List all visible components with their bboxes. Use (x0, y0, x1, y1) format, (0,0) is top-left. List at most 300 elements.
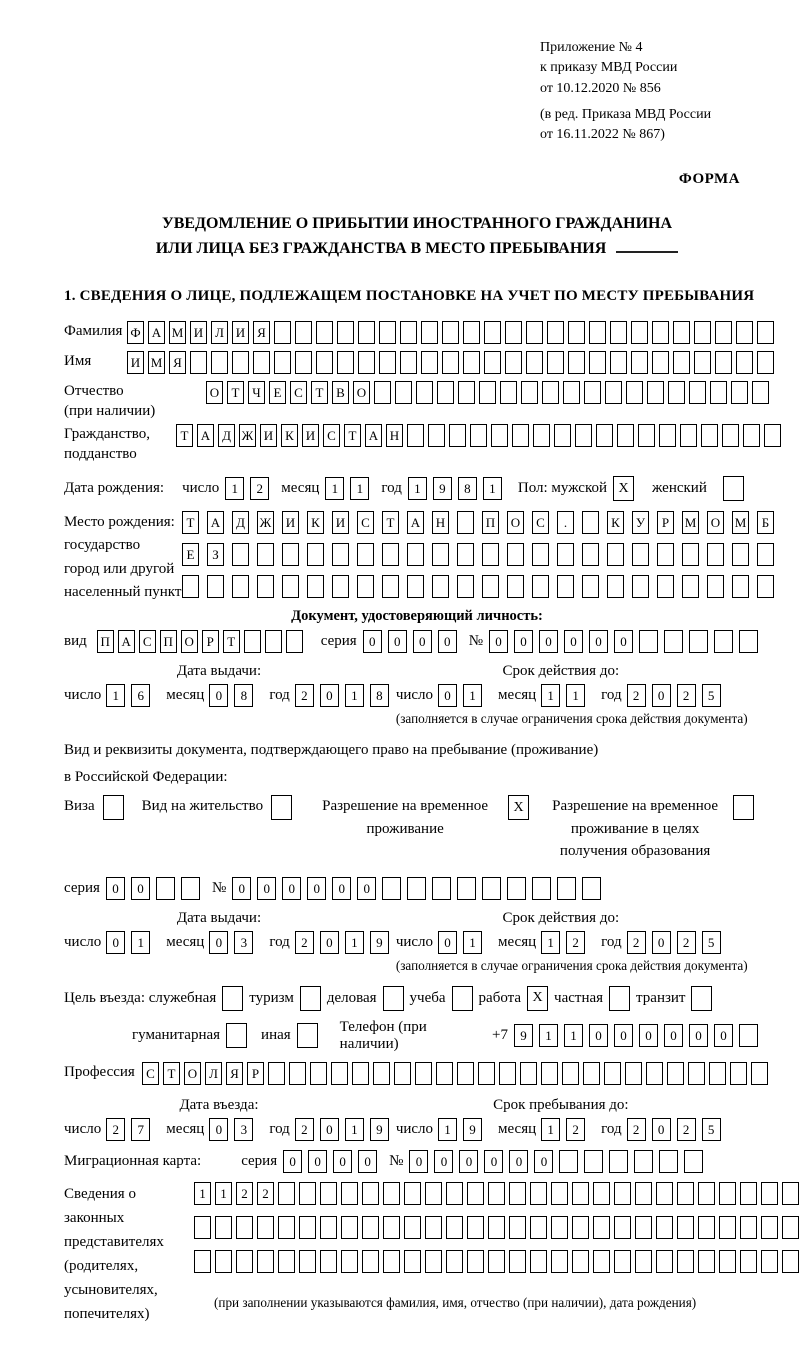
char-cell[interactable] (657, 543, 674, 566)
char-cell[interactable]: 5 (702, 684, 721, 707)
char-cell[interactable]: 1 (483, 477, 502, 500)
char-cell[interactable] (194, 1250, 211, 1273)
char-cell[interactable]: 0 (589, 630, 608, 653)
char-cell[interactable] (563, 381, 580, 404)
char-cell[interactable] (682, 575, 699, 598)
char-cell[interactable]: 0 (514, 630, 533, 653)
char-cell[interactable]: О (507, 511, 524, 534)
char-cell[interactable] (673, 351, 690, 374)
char-cell[interactable]: 0 (652, 684, 671, 707)
char-cell[interactable] (299, 1216, 316, 1239)
char-cell[interactable] (677, 1182, 694, 1205)
char-cell[interactable] (379, 351, 396, 374)
char-cell[interactable]: Ж (257, 511, 274, 534)
char-cell[interactable]: М (169, 321, 186, 344)
char-cell[interactable]: 5 (702, 931, 721, 954)
char-cell[interactable] (722, 424, 739, 447)
char-cell[interactable] (446, 1182, 463, 1205)
char-cell[interactable]: 2 (627, 931, 646, 954)
char-cell[interactable] (582, 575, 599, 598)
char-cell[interactable]: 0 (489, 630, 508, 653)
char-cell[interactable] (680, 424, 697, 447)
char-cell[interactable] (752, 381, 769, 404)
char-cell[interactable] (337, 351, 354, 374)
char-cell[interactable]: 0 (388, 630, 407, 653)
char-cell[interactable]: 1 (350, 477, 369, 500)
char-cell[interactable] (307, 543, 324, 566)
char-cell[interactable] (407, 543, 424, 566)
char-cell[interactable] (383, 1250, 400, 1273)
char-cell[interactable] (236, 1216, 253, 1239)
char-cell[interactable]: 8 (370, 684, 389, 707)
char-cell[interactable] (589, 321, 606, 344)
char-cell[interactable] (635, 1250, 652, 1273)
char-cell[interactable]: М (682, 511, 699, 534)
char-cell[interactable] (698, 1216, 715, 1239)
char-cell[interactable] (382, 877, 401, 900)
char-cell[interactable] (482, 575, 499, 598)
char-cell[interactable] (373, 1062, 390, 1085)
char-cell[interactable] (709, 1062, 726, 1085)
char-cell[interactable]: 0 (209, 684, 228, 707)
char-cell[interactable] (631, 351, 648, 374)
char-cell[interactable]: Т (227, 381, 244, 404)
char-cell[interactable] (635, 1216, 652, 1239)
char-cell[interactable]: 1 (131, 931, 150, 954)
char-cell[interactable] (677, 1216, 694, 1239)
char-cell[interactable] (714, 630, 733, 653)
char-cell[interactable] (446, 1216, 463, 1239)
char-cell[interactable] (614, 1216, 631, 1239)
char-cell[interactable] (761, 1250, 778, 1273)
char-cell[interactable] (400, 351, 417, 374)
char-cell[interactable] (698, 1182, 715, 1205)
char-cell[interactable] (362, 1182, 379, 1205)
char-cell[interactable]: 0 (209, 1118, 228, 1141)
char-cell[interactable] (689, 630, 708, 653)
char-cell[interactable] (659, 424, 676, 447)
char-cell[interactable] (557, 877, 576, 900)
char-cell[interactable] (383, 1216, 400, 1239)
char-cell[interactable] (278, 1250, 295, 1273)
visa-checkbox[interactable] (103, 795, 124, 820)
char-cell[interactable] (559, 1150, 578, 1173)
char-cell[interactable]: 0 (614, 630, 633, 653)
char-cell[interactable] (253, 351, 270, 374)
char-cell[interactable] (617, 424, 634, 447)
char-cell[interactable] (295, 321, 312, 344)
char-cell[interactable]: . (557, 511, 574, 534)
char-cell[interactable] (232, 351, 249, 374)
char-cell[interactable] (282, 543, 299, 566)
char-cell[interactable] (278, 1216, 295, 1239)
char-cell[interactable] (532, 575, 549, 598)
char-cell[interactable]: Ф (127, 321, 144, 344)
char-cell[interactable] (505, 321, 522, 344)
char-cell[interactable] (182, 575, 199, 598)
char-cell[interactable]: 0 (564, 630, 583, 653)
char-cell[interactable]: А (365, 424, 382, 447)
char-cell[interactable] (286, 630, 303, 653)
char-cell[interactable] (457, 575, 474, 598)
char-cell[interactable] (458, 381, 475, 404)
char-cell[interactable]: О (206, 381, 223, 404)
char-cell[interactable] (244, 630, 261, 653)
char-cell[interactable]: 8 (458, 477, 477, 500)
char-cell[interactable]: М (732, 511, 749, 534)
char-cell[interactable] (332, 575, 349, 598)
char-cell[interactable] (730, 1062, 747, 1085)
char-cell[interactable] (707, 575, 724, 598)
char-cell[interactable] (568, 321, 585, 344)
char-cell[interactable] (425, 1250, 442, 1273)
char-cell[interactable]: 0 (332, 877, 351, 900)
char-cell[interactable] (614, 1250, 631, 1273)
char-cell[interactable] (470, 424, 487, 447)
char-cell[interactable]: С (139, 630, 156, 653)
char-cell[interactable] (394, 1062, 411, 1085)
char-cell[interactable]: Е (269, 381, 286, 404)
char-cell[interactable] (659, 1150, 678, 1173)
char-cell[interactable]: 0 (363, 630, 382, 653)
char-cell[interactable] (541, 1062, 558, 1085)
char-cell[interactable] (156, 877, 175, 900)
char-cell[interactable]: У (632, 511, 649, 534)
char-cell[interactable] (739, 1024, 758, 1047)
char-cell[interactable] (632, 575, 649, 598)
char-cell[interactable]: З (207, 543, 224, 566)
char-cell[interactable]: Б (757, 511, 774, 534)
char-cell[interactable]: С (532, 511, 549, 534)
char-cell[interactable] (331, 1062, 348, 1085)
char-cell[interactable]: 0 (357, 877, 376, 900)
char-cell[interactable] (682, 543, 699, 566)
char-cell[interactable] (482, 543, 499, 566)
purpose-private-checkbox[interactable] (609, 986, 630, 1011)
char-cell[interactable] (605, 381, 622, 404)
char-cell[interactable]: 0 (689, 1024, 708, 1047)
char-cell[interactable]: Д (218, 424, 235, 447)
char-cell[interactable] (562, 1062, 579, 1085)
char-cell[interactable] (257, 1216, 274, 1239)
char-cell[interactable] (639, 630, 658, 653)
char-cell[interactable] (673, 321, 690, 344)
char-cell[interactable] (609, 1150, 628, 1173)
char-cell[interactable] (407, 424, 424, 447)
char-cell[interactable]: Л (205, 1062, 222, 1085)
char-cell[interactable] (584, 1150, 603, 1173)
char-cell[interactable] (719, 1216, 736, 1239)
char-cell[interactable] (341, 1182, 358, 1205)
char-cell[interactable] (268, 1062, 285, 1085)
char-cell[interactable]: О (181, 630, 198, 653)
char-cell[interactable] (274, 321, 291, 344)
char-cell[interactable]: 1 (106, 684, 125, 707)
char-cell[interactable] (488, 1216, 505, 1239)
char-cell[interactable] (582, 543, 599, 566)
char-cell[interactable] (634, 1150, 653, 1173)
char-cell[interactable] (404, 1250, 421, 1273)
purpose-tourism-checkbox[interactable] (300, 986, 321, 1011)
char-cell[interactable]: 9 (463, 1118, 482, 1141)
char-cell[interactable]: 0 (106, 931, 125, 954)
purpose-business-checkbox[interactable] (383, 986, 404, 1011)
char-cell[interactable] (181, 877, 200, 900)
char-cell[interactable] (551, 1250, 568, 1273)
char-cell[interactable] (357, 575, 374, 598)
char-cell[interactable]: 0 (232, 877, 251, 900)
char-cell[interactable]: Т (311, 381, 328, 404)
char-cell[interactable]: Р (657, 511, 674, 534)
char-cell[interactable]: 1 (564, 1024, 583, 1047)
char-cell[interactable] (667, 1062, 684, 1085)
char-cell[interactable] (457, 1062, 474, 1085)
char-cell[interactable] (614, 1182, 631, 1205)
char-cell[interactable] (757, 321, 774, 344)
char-cell[interactable] (332, 543, 349, 566)
char-cell[interactable] (547, 351, 564, 374)
char-cell[interactable] (646, 1062, 663, 1085)
char-cell[interactable]: 0 (131, 877, 150, 900)
char-cell[interactable]: 1 (345, 931, 364, 954)
char-cell[interactable] (437, 381, 454, 404)
char-cell[interactable]: 3 (234, 1118, 253, 1141)
char-cell[interactable] (782, 1216, 799, 1239)
char-cell[interactable] (743, 424, 760, 447)
char-cell[interactable] (432, 877, 451, 900)
char-cell[interactable] (190, 351, 207, 374)
char-cell[interactable]: Т (176, 424, 193, 447)
char-cell[interactable] (509, 1250, 526, 1273)
char-cell[interactable] (320, 1182, 337, 1205)
char-cell[interactable] (357, 543, 374, 566)
char-cell[interactable]: А (407, 511, 424, 534)
char-cell[interactable]: 2 (627, 1118, 646, 1141)
char-cell[interactable] (635, 1182, 652, 1205)
char-cell[interactable] (593, 1216, 610, 1239)
char-cell[interactable]: 0 (320, 931, 339, 954)
char-cell[interactable] (530, 1216, 547, 1239)
char-cell[interactable]: 1 (566, 684, 585, 707)
char-cell[interactable] (416, 381, 433, 404)
char-cell[interactable] (299, 1182, 316, 1205)
char-cell[interactable] (491, 424, 508, 447)
char-cell[interactable] (337, 321, 354, 344)
char-cell[interactable]: И (232, 321, 249, 344)
char-cell[interactable]: С (357, 511, 374, 534)
char-cell[interactable] (457, 543, 474, 566)
char-cell[interactable]: 0 (434, 1150, 453, 1173)
char-cell[interactable] (316, 321, 333, 344)
char-cell[interactable] (463, 321, 480, 344)
char-cell[interactable]: 0 (358, 1150, 377, 1173)
char-cell[interactable] (467, 1250, 484, 1273)
char-cell[interactable]: 1 (541, 684, 560, 707)
char-cell[interactable]: К (281, 424, 298, 447)
char-cell[interactable] (677, 1250, 694, 1273)
char-cell[interactable] (582, 511, 599, 534)
char-cell[interactable]: 2 (295, 684, 314, 707)
char-cell[interactable] (652, 321, 669, 344)
char-cell[interactable] (457, 877, 476, 900)
char-cell[interactable]: Е (182, 543, 199, 566)
char-cell[interactable] (694, 321, 711, 344)
char-cell[interactable]: 1 (539, 1024, 558, 1047)
char-cell[interactable] (500, 381, 517, 404)
char-cell[interactable] (610, 321, 627, 344)
char-cell[interactable] (740, 1182, 757, 1205)
char-cell[interactable] (782, 1182, 799, 1205)
char-cell[interactable]: 9 (433, 477, 452, 500)
char-cell[interactable] (710, 381, 727, 404)
char-cell[interactable] (736, 351, 753, 374)
char-cell[interactable] (404, 1216, 421, 1239)
char-cell[interactable]: 0 (209, 931, 228, 954)
char-cell[interactable] (572, 1182, 589, 1205)
char-cell[interactable] (584, 381, 601, 404)
char-cell[interactable]: 0 (106, 877, 125, 900)
char-cell[interactable] (632, 543, 649, 566)
char-cell[interactable] (533, 424, 550, 447)
char-cell[interactable]: 0 (282, 877, 301, 900)
char-cell[interactable]: 1 (463, 931, 482, 954)
char-cell[interactable] (478, 1062, 495, 1085)
purpose-work-checkbox[interactable]: X (527, 986, 548, 1011)
char-cell[interactable] (656, 1250, 673, 1273)
char-cell[interactable]: 0 (664, 1024, 683, 1047)
char-cell[interactable] (647, 381, 664, 404)
char-cell[interactable]: 0 (307, 877, 326, 900)
char-cell[interactable] (215, 1250, 232, 1273)
char-cell[interactable] (664, 630, 683, 653)
char-cell[interactable] (557, 575, 574, 598)
char-cell[interactable]: 0 (639, 1024, 658, 1047)
char-cell[interactable] (572, 1216, 589, 1239)
char-cell[interactable]: К (307, 511, 324, 534)
char-cell[interactable]: Р (202, 630, 219, 653)
char-cell[interactable] (488, 1250, 505, 1273)
char-cell[interactable] (352, 1062, 369, 1085)
char-cell[interactable] (484, 351, 501, 374)
char-cell[interactable]: 0 (283, 1150, 302, 1173)
char-cell[interactable]: 0 (484, 1150, 503, 1173)
char-cell[interactable] (379, 321, 396, 344)
char-cell[interactable] (551, 1182, 568, 1205)
char-cell[interactable] (530, 1182, 547, 1205)
char-cell[interactable]: К (607, 511, 624, 534)
char-cell[interactable] (604, 1062, 621, 1085)
char-cell[interactable] (631, 321, 648, 344)
char-cell[interactable] (583, 1062, 600, 1085)
char-cell[interactable] (694, 351, 711, 374)
char-cell[interactable]: 1 (194, 1182, 211, 1205)
char-cell[interactable]: 0 (459, 1150, 478, 1173)
char-cell[interactable]: 0 (652, 1118, 671, 1141)
residence-permit-checkbox[interactable] (271, 795, 292, 820)
char-cell[interactable]: 1 (408, 477, 427, 500)
char-cell[interactable] (507, 543, 524, 566)
temp-residence-edu-checkbox[interactable] (733, 795, 754, 820)
char-cell[interactable]: 0 (333, 1150, 352, 1173)
char-cell[interactable]: О (353, 381, 370, 404)
char-cell[interactable]: Я (169, 351, 186, 374)
char-cell[interactable]: 0 (652, 931, 671, 954)
char-cell[interactable]: Т (223, 630, 240, 653)
char-cell[interactable] (194, 1216, 211, 1239)
char-cell[interactable]: 2 (627, 684, 646, 707)
char-cell[interactable]: Т (182, 511, 199, 534)
char-cell[interactable] (400, 321, 417, 344)
char-cell[interactable]: 3 (234, 931, 253, 954)
char-cell[interactable] (740, 1250, 757, 1273)
char-cell[interactable]: А (148, 321, 165, 344)
char-cell[interactable]: Д (232, 511, 249, 534)
char-cell[interactable] (530, 1250, 547, 1273)
char-cell[interactable] (757, 351, 774, 374)
char-cell[interactable] (432, 543, 449, 566)
char-cell[interactable] (257, 575, 274, 598)
char-cell[interactable] (761, 1216, 778, 1239)
char-cell[interactable]: 2 (677, 1118, 696, 1141)
char-cell[interactable]: 0 (534, 1150, 553, 1173)
char-cell[interactable] (382, 543, 399, 566)
char-cell[interactable] (572, 1250, 589, 1273)
char-cell[interactable] (211, 351, 228, 374)
char-cell[interactable]: Н (432, 511, 449, 534)
char-cell[interactable] (282, 575, 299, 598)
char-cell[interactable] (404, 1182, 421, 1205)
char-cell[interactable] (265, 630, 282, 653)
char-cell[interactable] (382, 575, 399, 598)
purpose-other-checkbox[interactable] (297, 1023, 318, 1048)
char-cell[interactable] (362, 1250, 379, 1273)
char-cell[interactable] (547, 321, 564, 344)
char-cell[interactable] (383, 1182, 400, 1205)
char-cell[interactable] (278, 1182, 295, 1205)
char-cell[interactable]: 0 (438, 931, 457, 954)
char-cell[interactable]: 0 (320, 684, 339, 707)
char-cell[interactable]: Ж (239, 424, 256, 447)
char-cell[interactable]: И (127, 351, 144, 374)
char-cell[interactable] (274, 351, 291, 374)
char-cell[interactable]: С (290, 381, 307, 404)
char-cell[interactable] (707, 543, 724, 566)
char-cell[interactable] (442, 351, 459, 374)
char-cell[interactable] (320, 1216, 337, 1239)
char-cell[interactable] (740, 1216, 757, 1239)
char-cell[interactable] (512, 424, 529, 447)
char-cell[interactable] (607, 575, 624, 598)
char-cell[interactable] (257, 543, 274, 566)
char-cell[interactable]: Л (211, 321, 228, 344)
char-cell[interactable] (751, 1062, 768, 1085)
char-cell[interactable] (520, 1062, 537, 1085)
char-cell[interactable] (310, 1062, 327, 1085)
sex-male-checkbox[interactable]: X (613, 476, 634, 501)
char-cell[interactable] (289, 1062, 306, 1085)
char-cell[interactable] (732, 575, 749, 598)
char-cell[interactable] (505, 351, 522, 374)
char-cell[interactable] (341, 1250, 358, 1273)
char-cell[interactable] (715, 321, 732, 344)
char-cell[interactable] (457, 511, 474, 534)
char-cell[interactable] (719, 1182, 736, 1205)
char-cell[interactable]: 2 (295, 931, 314, 954)
char-cell[interactable] (526, 351, 543, 374)
char-cell[interactable] (625, 1062, 642, 1085)
char-cell[interactable] (232, 543, 249, 566)
char-cell[interactable] (568, 351, 585, 374)
